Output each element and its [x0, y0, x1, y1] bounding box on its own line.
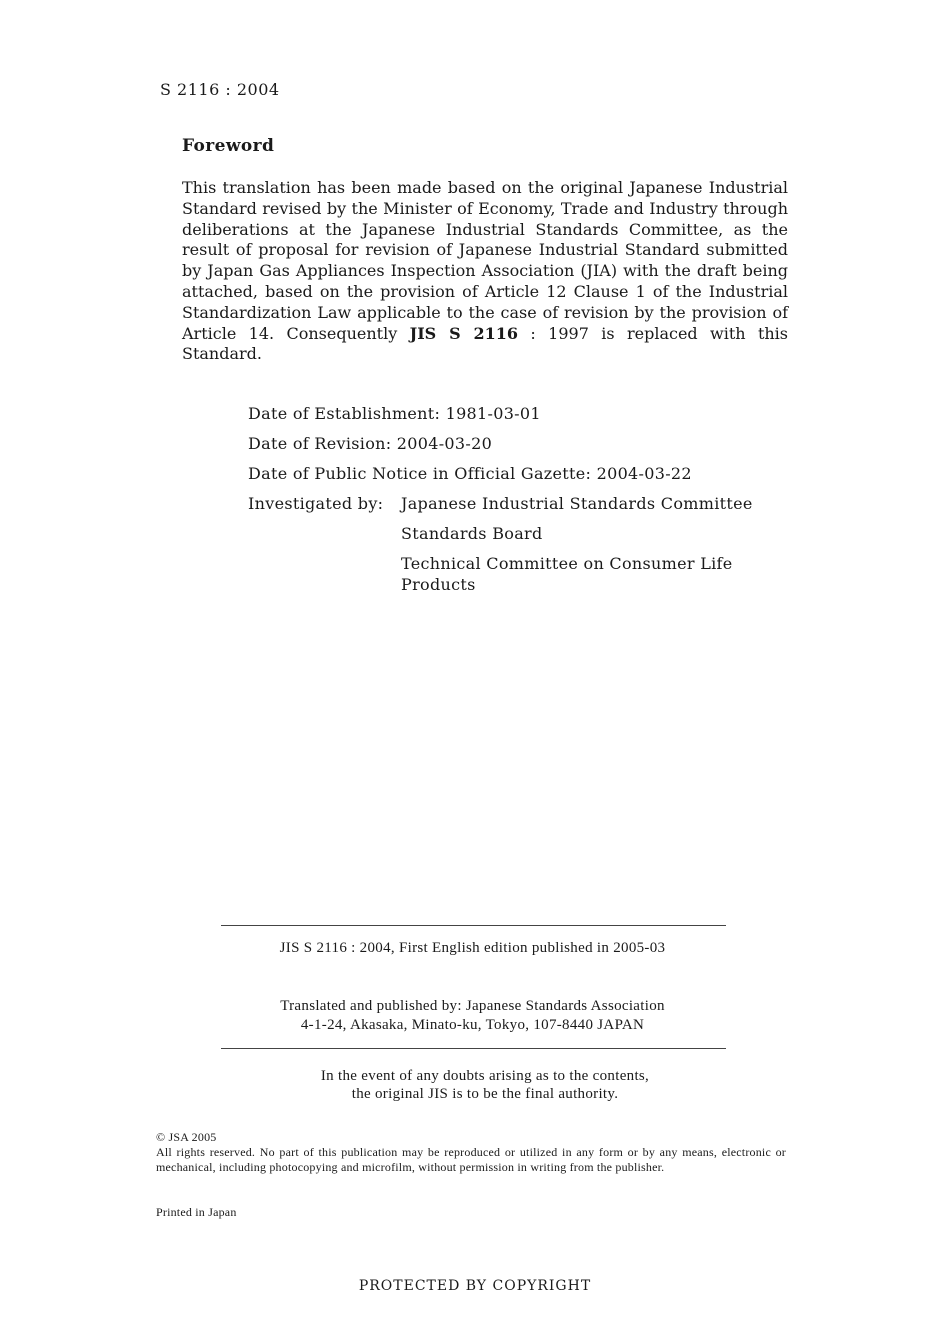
protected-by-copyright-footer: PROTECTED BY COPYRIGHT [358, 1278, 592, 1294]
foreword-standard-ref: JIS S 2116 [409, 323, 519, 343]
authority-line-1: In the event of any doubts arising as to the contents, [320, 1068, 650, 1084]
divider-bottom [221, 1048, 726, 1049]
foreword-heading: Foreword [182, 136, 275, 156]
investigated-by-item: Technical Committee on Consumer Life Products [401, 554, 733, 594]
foreword-paragraph [182, 178, 788, 365]
date-of-public-notice: Date of Public Notice in Official Gazette: 2004-03-22 [248, 464, 692, 483]
rights-reserved-notice: All rights reserved. No part of this publication may be reproduced or utilized in any form or by any means, electronic or mechanical, including photocopying and microfilm, without permission in writing from the publisher. [156, 1145, 786, 1174]
printed-in-notice: Printed in Japan [156, 1205, 237, 1219]
authority-line-2: the original JIS is to be the final authority. [351, 1086, 619, 1102]
address-line: 4-1-24, Akasaka, Minato-ku, Tokyo, 107-8440 JAPAN [300, 1017, 645, 1033]
date-of-revision: Date of Revision: 2004-03-20 [248, 434, 493, 453]
foreword-text-part1: This translation has been made based on the original Japanese Industrial Standard revised by the Minister of Economy, Trade and Industry through deliberations at the Japanese Industrial Standards Committee, as the result of proposal for revision of Japanese Industrial Standard submitted by Japan Gas Appliances Inspection Association (JIA) with the draft being attached, based on the provision of Article 12 Clause 1 of the Industrial Standardization Law applicable to the case of revision by the provision of Article 14. Consequently [182, 178, 788, 343]
document-id: S 2116 : 2004 [160, 80, 280, 99]
divider-top [221, 925, 726, 926]
investigated-by-item: Japanese Industrial Standards Committee [401, 494, 753, 513]
investigated-by-item: Standards Board [401, 524, 543, 543]
foreword-text-part2: : 1997 is replaced with this Standard. [182, 323, 789, 364]
edition-line: JIS S 2116 : 2004, First English edition published in 2005-03 [279, 940, 666, 956]
translated-by-line: Translated and published by: Japanese Standards Association [280, 998, 665, 1014]
date-of-establishment: Date of Establishment: 1981-03-01 [248, 404, 541, 423]
copyright-notice: © JSA 2005 [156, 1130, 217, 1144]
investigated-by-label: Investigated by: [248, 494, 384, 513]
